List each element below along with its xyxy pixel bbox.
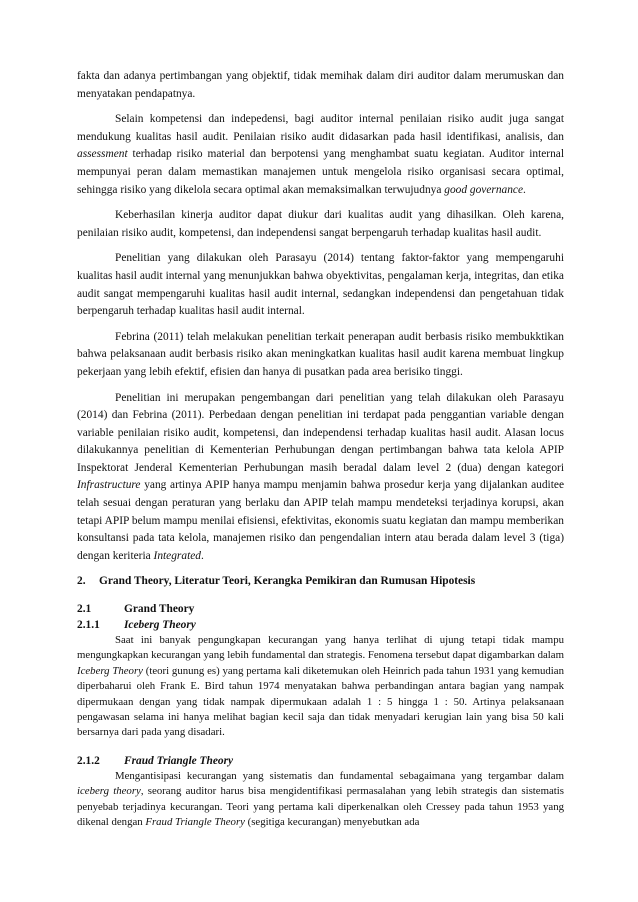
subsection-number: 2.1.1 <box>77 619 100 632</box>
fraud-triangle-section <box>77 769 564 831</box>
paragraph-febrina: Febrina (2011) telah melakukan penelitian terkait penerapan audit berbasis risiko membukktikan bahwa pelaksanaan audit berbasis risiko akan meningkatkan kualitas hasil audit karena membuat lingkup pekerjaan yang lebih efektif, efisien dan hanya di pusatkan pada area berisiko tinggi. <box>77 330 564 378</box>
subsection-number: 2.1 <box>77 603 92 616</box>
paragraph-0: fakta dan adanya pertimbangan yang objektif, tidak memihak dalam diri auditor dalam merumuskan dan menyatakan pendapatnya. <box>77 70 564 100</box>
paragraph-risk-assessment: Selain kompetensi dan indepedensi, bagi auditor internal penilaian risiko audit juga sangat mendukung kualitas hasil audit. Penilaian risiko audit didasarkan pada hasil identifikasi, analisis, dan assessment terhadap risiko material dan berpotensi yang menghambat suatu kegiatan. Auditor internal mempunyai peran dalam memastikan manajemen untuk mengelola risiko organisasi secara optimal, sehingga risiko yang dikelola secara optimal akan memaksimalkan terwujudnya good governance. <box>77 113 564 196</box>
paragraph-parasayu: Penelitian yang dilakukan oleh Parasayu (2014) tentang faktor-faktor yang mempengaruhi kualitas hasil audit internal yang menunjukkan bahwa obyektivitas, pengalaman kerja, integritas, dan etika audit sangat mempengaruhi kualitas hasil audit internal, sedangkan independensi dan pengetahuan tidak berpengaruh terhadap kualitas hasil audit internal. <box>77 252 564 318</box>
iceberg-section <box>77 633 564 741</box>
subsection-heading-2-1-1 <box>77 617 564 633</box>
paragraph-auditor-performance: Keberhasilan kinerja auditor dapat diukur dari kualitas audit yang dihasilkan. Oleh karena, penilaian risiko audit, kompetensi, dan independensi sangat berpengaruh terhadap kualitas hasil audit. <box>77 209 564 239</box>
subsection-title: Iceberg Theory <box>124 619 196 632</box>
section-heading-2 <box>77 573 564 591</box>
paragraph-iceberg: Saat ini banyak pengungkapan kecurangan yang hanya terlihat di ujung tetapi tidak mampu mengungkapkan kecurangan yang lebih fundamental dan strategis. Fenomena tersebut dapat digambarkan dalam Iceberg Theory (teori gunung es) yang pertama kali diketemukan oleh Heinrich pada tahun 1931 yang kemudian diperbaharui oleh Frank E. Bird tahun 1974 menyatakan bahwa perbandingan antara bagian yang nampak dipermukaan dengan yang tidak nampak dipermukaan adalah 1 : 5 hingga 1 : 50. Artinya pelaksanaan pengawasan selama ini hanya melihat bagian kecil saja dan tidak menyadari kerugian lain yang bisa 50 kali bersarnya dari pada yang disadari. <box>77 634 565 739</box>
section-number: 2. <box>77 575 86 588</box>
section-title: Grand Theory, Literatur Teori, Kerangka Pemikiran dan Rumusan Hipotesis <box>99 575 476 588</box>
subsection-title: Grand Theory <box>124 603 195 616</box>
document-page <box>77 68 564 837</box>
subsection-title: Fraud Triangle Theory <box>124 754 234 767</box>
subsection-heading-2-1-2 <box>77 753 564 769</box>
subsection-number: 2.1.2 <box>77 754 100 767</box>
paragraph-research-development: Penelitian ini merupakan pengembangan dari penelitian yang telah dilakukan oleh Parasayu (2014) dan Febrina (2011). Perbedaan dengan penelitian ini terdapat pada penggantian variable dengan variable penilaian risiko audit, kompetensi, dan independensi terhadap kualitas hasil audit. Alasan locus dilakukannya penelitian di Kementerian Perhubungan dengan pertimbangan bahwa tata kelola APIP Inspektorat Jenderal Kementerian Perhubungan masih beradal dalam level 2 (dua) dengan kategori Infrastructure yang artinya APIP hanya mampu menjamin bahwa prosedur kerja yang dijalankan auditee telah sesuai dengan peraturan yang berlaku dan APIP telah mampu mendeteksi terjadinya korupsi, akan tetapi APIP belum mampu menilai efisiensi, efektivitas, ekonomis suatu kegiatan dan mampu memberikan konsultansi pada tata kelola, manajemen risiko dan pengendalian intern atau berada dalam level 3 (tiga) dengan keriteria Integrated. <box>77 391 564 562</box>
paragraph-fraud-triangle: Mengantisipasi kecurangan yang sistematis dan fundamental sebagaimana yang tergambar dalam iceberg theory, seorang auditor harus bisa mengidentifikasi permasalahan yang lebih strategis dan sistematis penyebab terjadinya kecurangan. Teori yang pertama kali diperkenalkan oleh Cressey pada tahun 1953 yang dikenal dengan Fraud Triangle Theory (segitiga kecurangan) menyebutkan ada <box>77 769 564 829</box>
subsection-heading-2-1 <box>77 601 564 617</box>
